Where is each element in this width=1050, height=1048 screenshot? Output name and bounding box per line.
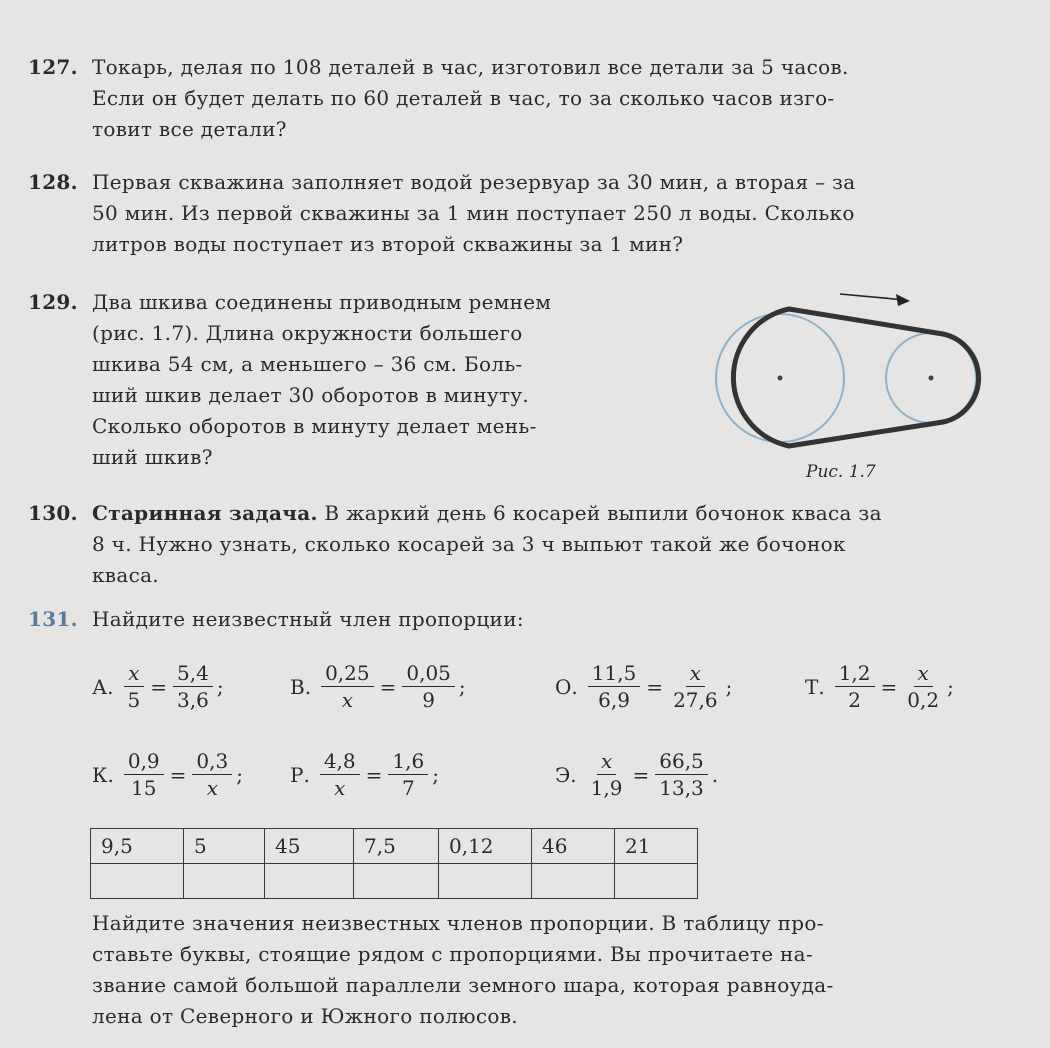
table-cell: 5 (184, 829, 265, 864)
problem-text: Токарь, делая по 108 деталей в час, изготовил все детали за 5 часов. (92, 55, 849, 79)
proportion-e: Э. $\frac{x}{1,9}$ = $\frac{66,5}{13,3}$ . (555, 749, 719, 800)
task-instructions: Найдите значения неизвестных членов пропорции. В таблицу про- ставьте буквы, стоящие рядом с пропорциями. Вы прочитаете на- звание самой большой параллели земного шара, которая равноуда- лена от Северного и Южного полюсов. (92, 911, 834, 1028)
problem-number: 131. (28, 607, 78, 631)
table-cell: 7,5 (354, 829, 439, 864)
proportion-t: Т. $\frac{1,2}{2}$ = $\frac{x}{0,2}$ ; (805, 661, 954, 712)
answer-cell[interactable] (91, 864, 184, 899)
table-cell: 46 (532, 829, 615, 864)
table-cell: 9,5 (91, 829, 184, 864)
large-pulley-center (778, 376, 783, 381)
problem-text: товит все детали? (92, 117, 287, 141)
table-cell: 0,12 (439, 829, 532, 864)
problem-text: шкива 54 см, а меньшего – 36 см. Боль- (92, 352, 523, 376)
table-cell: 21 (615, 829, 698, 864)
proportion-k: К. $\frac{0,9}{15}$ = $\frac{0,3}{x}$ ; (92, 749, 243, 800)
problem-131 (28, 604, 524, 635)
small-pulley-center (929, 376, 934, 381)
problem-title: Старинная задача. (92, 501, 318, 525)
problem-text: 50 мин. Из первой скважины за 1 мин поступает 250 л воды. Сколько (92, 201, 855, 225)
problem-128 (28, 167, 855, 260)
problem-text: 8 ч. Нужно узнать, сколько косарей за 3 ч выпьют такой же бочонок (92, 532, 846, 556)
answer-table (90, 828, 698, 899)
problem-number: 129. (28, 290, 78, 314)
proportion-a: А. $\frac{x}{5}$ = $\frac{5,4}{3,6}$ ; (92, 661, 224, 712)
table-cell: 45 (265, 829, 354, 864)
problem-text: Если он будет делать по 60 деталей в час, то за сколько часов изго- (92, 86, 835, 110)
drive-belt (733, 309, 978, 446)
problem-130 (28, 498, 882, 591)
problem-text: литров воды поступает из второй скважины за 1 мин? (92, 232, 684, 256)
answer-cell[interactable] (265, 864, 354, 899)
problem-number: 128. (28, 170, 78, 194)
problem-text: (рис. 1.7). Длина окружности большего (92, 321, 523, 345)
problem-number: 127. (28, 55, 78, 79)
answer-cell[interactable] (184, 864, 265, 899)
proportion-o: О. $\frac{11,5}{6,9}$ = $\frac{x}{27,6}$ ; (555, 661, 733, 712)
arrow-head-icon (896, 294, 910, 306)
problem-text: Два шкива соединены приводным ремнем (92, 290, 552, 314)
answer-cell[interactable] (615, 864, 698, 899)
problem-text: Сколько оборотов в минуту делает мень- (92, 414, 537, 438)
proportion-r: Р. $\frac{4,8}{x}$ = $\frac{1,6}{7}$ ; (290, 749, 439, 800)
problem-text: ший шкив? (92, 445, 213, 469)
problem-text: Первая скважина заполняет водой резервуар за 30 мин, а вторая – за (92, 170, 856, 194)
arrow-line (840, 294, 905, 300)
problem-text: кваса. (92, 563, 159, 587)
problem-title: Найдите неизвестный член пропорции: (92, 607, 524, 631)
problem-127 (28, 52, 849, 145)
problem-129 (28, 287, 551, 473)
answer-cell[interactable] (532, 864, 615, 899)
figure-caption: Рис. 1.7 (806, 462, 876, 482)
problem-text: ший шкив делает 30 оборотов в минуту. (92, 383, 530, 407)
proportion-v: В. $\frac{0,25}{x}$ = $\frac{0,05}{9}$ ; (290, 661, 466, 712)
answer-cell[interactable] (439, 864, 532, 899)
problem-number: 130. (28, 501, 78, 525)
pulley-figure (700, 280, 990, 460)
problem-text: В жаркий день 6 косарей выпили бочонок кваса за (324, 501, 882, 525)
answer-cell[interactable] (354, 864, 439, 899)
table-row-values (91, 829, 698, 864)
table-row-answers (91, 864, 698, 899)
